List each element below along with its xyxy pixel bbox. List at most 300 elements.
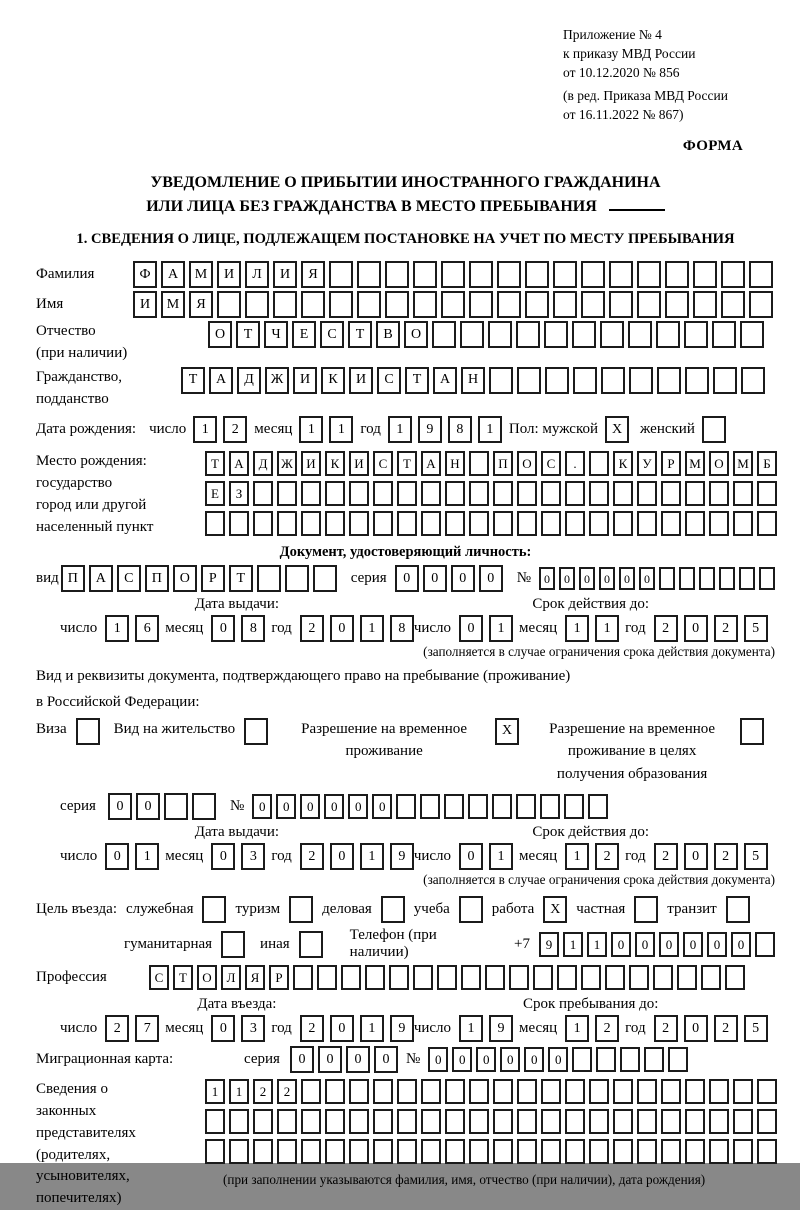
char-box[interactable]: 2 — [300, 615, 324, 642]
char-box[interactable] — [693, 261, 717, 288]
issue-day-boxes[interactable] — [105, 615, 159, 642]
char-box[interactable] — [637, 1109, 657, 1134]
char-box[interactable]: X — [495, 718, 519, 745]
char-box[interactable]: Т — [405, 367, 429, 394]
char-box[interactable]: 1 — [388, 416, 412, 443]
char-box[interactable]: 0 — [423, 565, 447, 592]
char-box[interactable] — [469, 1079, 489, 1104]
char-box[interactable] — [421, 481, 441, 506]
char-box[interactable] — [517, 1079, 537, 1104]
char-box[interactable]: 0 — [346, 1046, 370, 1073]
char-box[interactable] — [541, 1079, 561, 1104]
char-box[interactable]: 0 — [276, 794, 296, 819]
char-box[interactable]: А — [209, 367, 233, 394]
char-box[interactable]: 0 — [548, 1047, 568, 1072]
doc-kind-boxes[interactable] — [61, 565, 337, 592]
char-box[interactable]: П — [493, 451, 513, 476]
char-box[interactable] — [656, 321, 680, 348]
char-box[interactable] — [469, 451, 489, 476]
char-box[interactable] — [373, 481, 393, 506]
char-box[interactable]: Л — [221, 965, 241, 990]
char-box[interactable]: 0 — [476, 1047, 496, 1072]
checkbox-tourism[interactable] — [289, 896, 313, 923]
char-box[interactable] — [613, 481, 633, 506]
char-box[interactable] — [301, 511, 321, 536]
char-box[interactable] — [733, 1109, 753, 1134]
char-box[interactable] — [613, 511, 633, 536]
char-box[interactable]: 2 — [654, 843, 678, 870]
char-box[interactable]: 0 — [479, 565, 503, 592]
char-box[interactable]: 1 — [360, 615, 384, 642]
residence-series-boxes[interactable] — [108, 793, 216, 820]
char-box[interactable] — [421, 1109, 441, 1134]
entry-year-boxes[interactable] — [300, 1015, 414, 1042]
char-box[interactable] — [397, 1139, 417, 1164]
char-box[interactable]: 0 — [318, 1046, 342, 1073]
citizenship-boxes[interactable] — [181, 367, 765, 394]
char-box[interactable] — [628, 321, 652, 348]
char-box[interactable] — [485, 965, 505, 990]
char-box[interactable] — [565, 1139, 585, 1164]
char-box[interactable]: 2 — [595, 843, 619, 870]
char-box[interactable] — [657, 367, 681, 394]
name-boxes[interactable] — [133, 291, 773, 318]
char-box[interactable]: 0 — [500, 1047, 520, 1072]
char-box[interactable] — [329, 291, 353, 318]
char-box[interactable] — [699, 567, 715, 590]
char-box[interactable]: 1 — [299, 416, 323, 443]
char-box[interactable]: О — [709, 451, 729, 476]
char-box[interactable] — [684, 321, 708, 348]
char-box[interactable] — [541, 511, 561, 536]
char-box[interactable] — [757, 1079, 777, 1104]
char-box[interactable]: С — [320, 321, 344, 348]
doc-number-boxes[interactable] — [539, 567, 775, 590]
char-box[interactable]: 1 — [565, 843, 589, 870]
char-box[interactable] — [757, 481, 777, 506]
issue-month-boxes[interactable] — [211, 843, 265, 870]
char-box[interactable] — [301, 1139, 321, 1164]
char-box[interactable] — [421, 511, 441, 536]
char-box[interactable]: 0 — [211, 843, 235, 870]
char-box[interactable]: 0 — [330, 615, 354, 642]
char-box[interactable] — [221, 931, 245, 958]
char-box[interactable] — [637, 1079, 657, 1104]
char-box[interactable]: К — [613, 451, 633, 476]
checkbox-business[interactable] — [202, 896, 226, 923]
char-box[interactable] — [685, 1079, 705, 1104]
char-box[interactable] — [757, 1139, 777, 1164]
char-box[interactable] — [493, 1079, 513, 1104]
char-box[interactable]: 0 — [639, 567, 655, 590]
char-box[interactable] — [637, 291, 661, 318]
char-box[interactable]: Ж — [265, 367, 289, 394]
checkbox-transit[interactable] — [726, 896, 750, 923]
char-box[interactable]: Л — [245, 261, 269, 288]
char-box[interactable]: 2 — [595, 1015, 619, 1042]
char-box[interactable] — [661, 1079, 681, 1104]
char-box[interactable] — [565, 1079, 585, 1104]
char-box[interactable]: 0 — [659, 932, 679, 957]
char-box[interactable] — [677, 965, 697, 990]
char-box[interactable]: 1 — [459, 1015, 483, 1042]
char-box[interactable]: 0 — [599, 567, 615, 590]
char-box[interactable]: Р — [661, 451, 681, 476]
char-box[interactable] — [445, 481, 465, 506]
char-box[interactable]: 0 — [684, 615, 708, 642]
char-box[interactable] — [397, 1109, 417, 1134]
char-box[interactable] — [661, 481, 681, 506]
checkbox-temp-residence-education[interactable] — [740, 718, 764, 745]
char-box[interactable] — [564, 794, 584, 819]
char-box[interactable]: 1 — [478, 416, 502, 443]
char-box[interactable] — [257, 565, 281, 592]
char-box[interactable] — [757, 511, 777, 536]
char-box[interactable]: 1 — [105, 615, 129, 642]
char-box[interactable]: 9 — [539, 932, 559, 957]
char-box[interactable]: Е — [292, 321, 316, 348]
checkbox-work[interactable] — [543, 896, 567, 923]
char-box[interactable] — [596, 1047, 616, 1072]
char-box[interactable]: 1 — [193, 416, 217, 443]
char-box[interactable] — [461, 965, 481, 990]
char-box[interactable] — [460, 321, 484, 348]
char-box[interactable]: Т — [173, 965, 193, 990]
birth-place-row1[interactable] — [205, 451, 777, 476]
char-box[interactable] — [365, 965, 385, 990]
char-box[interactable]: 0 — [611, 932, 631, 957]
char-box[interactable] — [325, 1079, 345, 1104]
char-box[interactable] — [572, 321, 596, 348]
char-box[interactable]: А — [161, 261, 185, 288]
checkbox-male[interactable] — [605, 416, 629, 443]
char-box[interactable] — [544, 321, 568, 348]
expiry-year-boxes[interactable] — [654, 843, 768, 870]
char-box[interactable]: 0 — [452, 1047, 472, 1072]
issue-month-boxes[interactable] — [211, 615, 265, 642]
char-box[interactable] — [573, 367, 597, 394]
char-box[interactable] — [469, 291, 493, 318]
char-box[interactable] — [229, 1139, 249, 1164]
char-box[interactable]: П — [61, 565, 85, 592]
char-box[interactable]: З — [229, 481, 249, 506]
checkbox-temp-residence[interactable] — [495, 718, 519, 745]
char-box[interactable]: 2 — [300, 843, 324, 870]
char-box[interactable] — [373, 1109, 393, 1134]
char-box[interactable] — [620, 1047, 640, 1072]
char-box[interactable]: И — [133, 291, 157, 318]
char-box[interactable] — [553, 291, 577, 318]
char-box[interactable] — [713, 367, 737, 394]
char-box[interactable]: К — [321, 367, 345, 394]
char-box[interactable]: М — [685, 451, 705, 476]
char-box[interactable]: 0 — [451, 565, 475, 592]
char-box[interactable] — [468, 794, 488, 819]
char-box[interactable] — [277, 481, 297, 506]
char-box[interactable] — [357, 261, 381, 288]
char-box[interactable]: 9 — [390, 1015, 414, 1042]
char-box[interactable]: X — [605, 416, 629, 443]
char-box[interactable]: 0 — [108, 793, 132, 820]
char-box[interactable] — [589, 511, 609, 536]
char-box[interactable] — [445, 511, 465, 536]
char-box[interactable]: 0 — [524, 1047, 544, 1072]
char-box[interactable] — [702, 416, 726, 443]
char-box[interactable] — [421, 1079, 441, 1104]
char-box[interactable] — [488, 321, 512, 348]
char-box[interactable]: 0 — [136, 793, 160, 820]
char-box[interactable]: 1 — [563, 932, 583, 957]
char-box[interactable] — [721, 261, 745, 288]
char-box[interactable]: 8 — [448, 416, 472, 443]
checkbox-other[interactable] — [299, 931, 323, 958]
char-box[interactable] — [637, 511, 657, 536]
char-box[interactable]: 0 — [459, 615, 483, 642]
char-box[interactable]: 2 — [654, 615, 678, 642]
char-box[interactable] — [469, 261, 493, 288]
char-box[interactable] — [545, 367, 569, 394]
char-box[interactable] — [721, 291, 745, 318]
char-box[interactable] — [413, 291, 437, 318]
char-box[interactable]: 2 — [277, 1079, 297, 1104]
char-box[interactable] — [205, 1139, 225, 1164]
char-box[interactable]: 1 — [135, 843, 159, 870]
char-box[interactable] — [373, 1079, 393, 1104]
char-box[interactable] — [444, 794, 464, 819]
char-box[interactable] — [301, 291, 325, 318]
char-box[interactable]: 1 — [329, 416, 353, 443]
char-box[interactable]: 2 — [300, 1015, 324, 1042]
char-box[interactable]: К — [325, 451, 345, 476]
char-box[interactable]: Я — [245, 965, 265, 990]
char-box[interactable] — [244, 718, 268, 745]
char-box[interactable]: 1 — [489, 615, 513, 642]
char-box[interactable]: И — [349, 451, 369, 476]
char-box[interactable] — [313, 565, 337, 592]
char-box[interactable]: Ф — [133, 261, 157, 288]
checkbox-private[interactable] — [634, 896, 658, 923]
char-box[interactable]: Н — [445, 451, 465, 476]
char-box[interactable]: 1 — [360, 843, 384, 870]
char-box[interactable] — [357, 291, 381, 318]
char-box[interactable] — [665, 291, 689, 318]
char-box[interactable] — [589, 481, 609, 506]
char-box[interactable]: 5 — [744, 843, 768, 870]
char-box[interactable] — [253, 1109, 273, 1134]
char-box[interactable]: С — [377, 367, 401, 394]
char-box[interactable] — [525, 261, 549, 288]
char-box[interactable] — [301, 1109, 321, 1134]
char-box[interactable] — [701, 965, 721, 990]
char-box[interactable]: И — [217, 261, 241, 288]
char-box[interactable]: 0 — [619, 567, 635, 590]
char-box[interactable] — [205, 511, 225, 536]
char-box[interactable] — [413, 965, 433, 990]
char-box[interactable]: 7 — [135, 1015, 159, 1042]
char-box[interactable] — [600, 321, 624, 348]
char-box[interactable] — [661, 1139, 681, 1164]
char-box[interactable] — [634, 896, 658, 923]
char-box[interactable] — [325, 481, 345, 506]
char-box[interactable] — [325, 1139, 345, 1164]
expiry-month-boxes[interactable] — [565, 615, 619, 642]
char-box[interactable]: 0 — [731, 932, 751, 957]
surname-boxes[interactable] — [133, 261, 773, 288]
char-box[interactable] — [396, 794, 416, 819]
char-box[interactable]: 0 — [330, 843, 354, 870]
migration-number-boxes[interactable] — [428, 1047, 688, 1072]
issue-year-boxes[interactable] — [300, 843, 414, 870]
char-box[interactable]: 0 — [635, 932, 655, 957]
char-box[interactable]: Р — [269, 965, 289, 990]
char-box[interactable] — [709, 1109, 729, 1134]
char-box[interactable]: 5 — [744, 615, 768, 642]
char-box[interactable] — [613, 1139, 633, 1164]
char-box[interactable]: 3 — [241, 843, 265, 870]
char-box[interactable] — [432, 321, 456, 348]
char-box[interactable]: . — [565, 451, 585, 476]
char-box[interactable]: 0 — [684, 843, 708, 870]
char-box[interactable] — [397, 481, 417, 506]
expiry-month-boxes[interactable] — [565, 843, 619, 870]
char-box[interactable] — [565, 511, 585, 536]
issue-year-boxes[interactable] — [300, 615, 414, 642]
char-box[interactable] — [588, 794, 608, 819]
char-box[interactable]: 0 — [290, 1046, 314, 1073]
char-box[interactable] — [329, 261, 353, 288]
char-box[interactable]: Д — [237, 367, 261, 394]
char-box[interactable] — [709, 1079, 729, 1104]
char-box[interactable]: 2 — [105, 1015, 129, 1042]
char-box[interactable] — [653, 965, 673, 990]
char-box[interactable]: И — [273, 261, 297, 288]
char-box[interactable]: Б — [757, 451, 777, 476]
char-box[interactable] — [693, 291, 717, 318]
char-box[interactable] — [517, 481, 537, 506]
char-box[interactable]: 9 — [390, 843, 414, 870]
char-box[interactable] — [229, 1109, 249, 1134]
char-box[interactable] — [289, 896, 313, 923]
char-box[interactable]: Е — [205, 481, 225, 506]
char-box[interactable] — [629, 965, 649, 990]
checkbox-commercial[interactable] — [381, 896, 405, 923]
char-box[interactable] — [581, 261, 605, 288]
expiry-day-boxes[interactable] — [459, 843, 513, 870]
char-box[interactable] — [469, 481, 489, 506]
expiry-year-boxes[interactable] — [654, 615, 768, 642]
char-box[interactable] — [661, 511, 681, 536]
birth-day-boxes[interactable] — [193, 416, 247, 443]
char-box[interactable] — [733, 511, 753, 536]
char-box[interactable] — [373, 511, 393, 536]
checkbox-female[interactable] — [702, 416, 726, 443]
char-box[interactable] — [217, 291, 241, 318]
char-box[interactable] — [572, 1047, 592, 1072]
char-box[interactable]: 0 — [707, 932, 727, 957]
char-box[interactable] — [397, 511, 417, 536]
char-box[interactable] — [253, 481, 273, 506]
char-box[interactable] — [459, 896, 483, 923]
char-box[interactable] — [725, 965, 745, 990]
char-box[interactable] — [709, 481, 729, 506]
char-box[interactable] — [253, 511, 273, 536]
char-box[interactable] — [341, 965, 361, 990]
char-box[interactable] — [685, 481, 705, 506]
char-box[interactable] — [349, 1079, 369, 1104]
char-box[interactable]: 9 — [418, 416, 442, 443]
char-box[interactable] — [540, 794, 560, 819]
char-box[interactable]: 1 — [489, 843, 513, 870]
char-box[interactable]: 0 — [300, 794, 320, 819]
char-box[interactable] — [497, 261, 521, 288]
char-box[interactable]: 0 — [395, 565, 419, 592]
char-box[interactable]: 2 — [714, 1015, 738, 1042]
char-box[interactable]: О — [173, 565, 197, 592]
phone-boxes[interactable] — [539, 932, 775, 957]
char-box[interactable]: 0 — [330, 1015, 354, 1042]
char-box[interactable] — [516, 321, 540, 348]
char-box[interactable] — [381, 896, 405, 923]
char-box[interactable]: С — [541, 451, 561, 476]
char-box[interactable] — [541, 1139, 561, 1164]
checkbox-residence-permit[interactable] — [244, 718, 268, 745]
char-box[interactable] — [493, 1109, 513, 1134]
char-box[interactable]: 0 — [105, 843, 129, 870]
char-box[interactable] — [437, 965, 457, 990]
char-box[interactable]: 0 — [579, 567, 595, 590]
char-box[interactable]: 1 — [565, 1015, 589, 1042]
char-box[interactable] — [492, 794, 512, 819]
char-box[interactable]: Т — [348, 321, 372, 348]
char-box[interactable] — [685, 511, 705, 536]
char-box[interactable] — [685, 1109, 705, 1134]
birth-place-row2[interactable] — [205, 481, 777, 506]
char-box[interactable]: 0 — [559, 567, 575, 590]
char-box[interactable]: П — [145, 565, 169, 592]
char-box[interactable] — [712, 321, 736, 348]
char-box[interactable]: И — [301, 451, 321, 476]
checkbox-study[interactable] — [459, 896, 483, 923]
char-box[interactable] — [668, 1047, 688, 1072]
char-box[interactable] — [661, 1109, 681, 1134]
char-box[interactable]: 6 — [135, 615, 159, 642]
representatives-row1[interactable] — [205, 1079, 777, 1104]
char-box[interactable] — [469, 1109, 489, 1134]
char-box[interactable] — [301, 481, 321, 506]
migration-series-boxes[interactable] — [290, 1046, 398, 1073]
char-box[interactable] — [679, 567, 695, 590]
char-box[interactable]: Н — [461, 367, 485, 394]
char-box[interactable] — [517, 1109, 537, 1134]
char-box[interactable] — [541, 1109, 561, 1134]
char-box[interactable] — [637, 261, 661, 288]
char-box[interactable] — [755, 932, 775, 957]
char-box[interactable] — [740, 718, 764, 745]
char-box[interactable]: 0 — [348, 794, 368, 819]
char-box[interactable]: И — [293, 367, 317, 394]
char-box[interactable]: С — [373, 451, 393, 476]
char-box[interactable] — [293, 965, 313, 990]
char-box[interactable] — [441, 261, 465, 288]
char-box[interactable]: Ч — [264, 321, 288, 348]
char-box[interactable] — [565, 1109, 585, 1134]
representatives-row3[interactable] — [205, 1139, 777, 1164]
char-box[interactable] — [589, 451, 609, 476]
checkbox-visa[interactable] — [76, 718, 100, 745]
char-box[interactable]: А — [89, 565, 113, 592]
char-box[interactable]: 2 — [253, 1079, 273, 1104]
char-box[interactable] — [349, 1139, 369, 1164]
